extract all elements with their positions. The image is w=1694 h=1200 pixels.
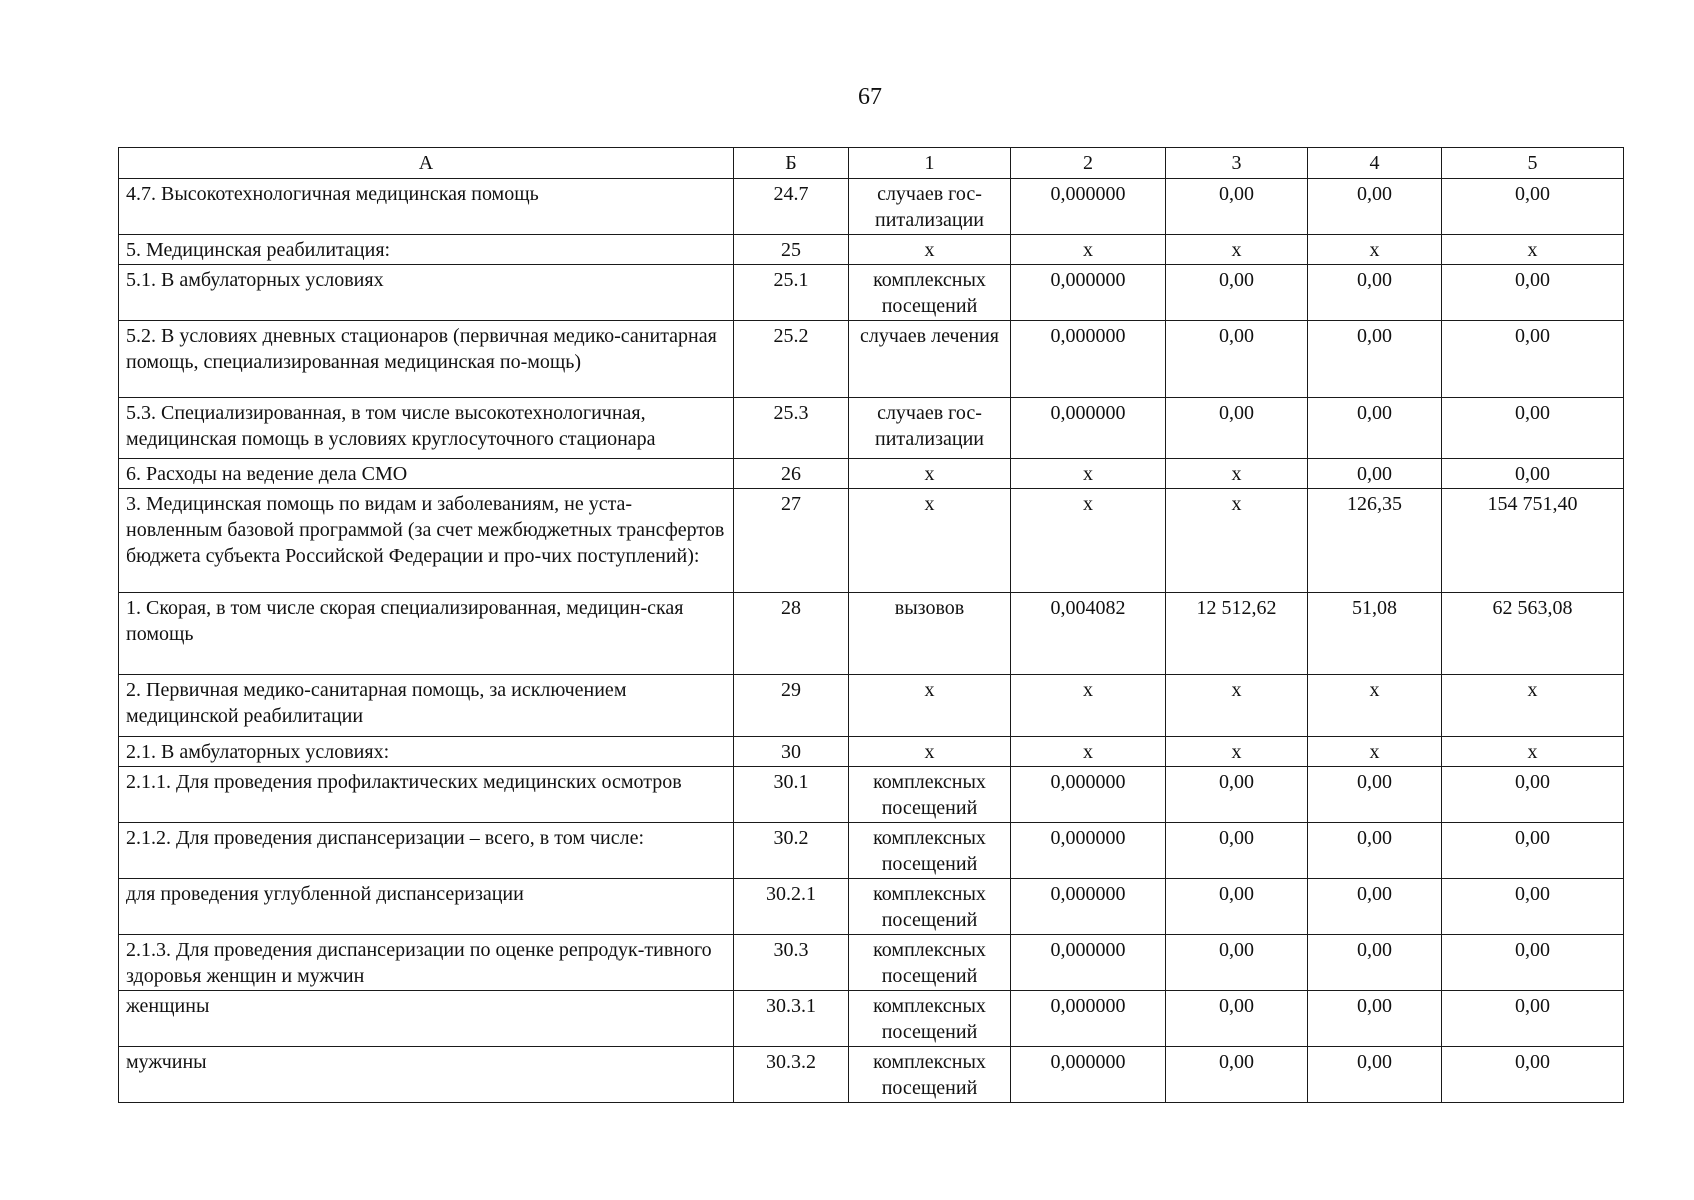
table-row xyxy=(119,235,1624,265)
row-value-cell: 0,004082 xyxy=(1011,593,1166,675)
table-header-row xyxy=(119,148,1624,179)
row-value-cell: х xyxy=(1442,737,1624,767)
row-value-cell: 0,00 xyxy=(1308,398,1442,459)
row-value-cell: 0,00 xyxy=(1166,321,1308,398)
row-unit-cell: комплексных посещений xyxy=(849,991,1011,1047)
row-value-cell: 0,00 xyxy=(1442,265,1624,321)
row-value-cell: 0,00 xyxy=(1308,823,1442,879)
row-name-cell: 5.2. В условиях дневных стационаров (первичная медико-санитарная помощь, специализированная медицинская по-мощь) xyxy=(119,321,734,398)
row-value-cell: 0,00 xyxy=(1308,265,1442,321)
row-value-cell: 0,00 xyxy=(1442,398,1624,459)
row-value-cell: 0,000000 xyxy=(1011,1047,1166,1103)
row-value-cell: 0,00 xyxy=(1442,459,1624,489)
row-code-cell: 26 xyxy=(734,459,849,489)
row-unit-cell: случаев гос-питализации xyxy=(849,398,1011,459)
row-name-cell: 2.1.2. Для проведения диспансеризации – всего, в том числе: xyxy=(119,823,734,879)
row-name-cell: 5.3. Специализированная, в том числе высокотехнологичная, медицинская помощь в условиях круглосуточного стационара xyxy=(119,398,734,459)
row-code-cell: 29 xyxy=(734,675,849,737)
table-row xyxy=(119,991,1624,1047)
row-value-cell: 0,000000 xyxy=(1011,179,1166,235)
table-row xyxy=(119,767,1624,823)
column-header: А xyxy=(119,148,734,179)
column-header: 2 xyxy=(1011,148,1166,179)
column-header: 3 xyxy=(1166,148,1308,179)
column-header: 5 xyxy=(1442,148,1624,179)
table-row xyxy=(119,737,1624,767)
row-value-cell: 0,00 xyxy=(1166,823,1308,879)
row-name-cell: 6. Расходы на ведение дела СМО xyxy=(119,459,734,489)
row-code-cell: 30.2 xyxy=(734,823,849,879)
row-name-cell: 4.7. Высокотехнологичная медицинская помощь xyxy=(119,179,734,235)
row-value-cell: 0,00 xyxy=(1166,935,1308,991)
row-name-cell: 2.1.3. Для проведения диспансеризации по оценке репродук-тивного здоровья женщин и мужчин xyxy=(119,935,734,991)
row-value-cell: 0,00 xyxy=(1308,879,1442,935)
row-code-cell: 25.1 xyxy=(734,265,849,321)
row-name-cell: 2.1.1. Для проведения профилактических медицинских осмотров xyxy=(119,767,734,823)
row-code-cell: 25.3 xyxy=(734,398,849,459)
row-unit-cell: комплексных посещений xyxy=(849,823,1011,879)
row-code-cell: 28 xyxy=(734,593,849,675)
column-header: 1 xyxy=(849,148,1011,179)
row-value-cell: 12 512,62 xyxy=(1166,593,1308,675)
row-code-cell: 30.3 xyxy=(734,935,849,991)
row-unit-cell: комплексных посещений xyxy=(849,1047,1011,1103)
row-name-cell: мужчины xyxy=(119,1047,734,1103)
row-name-cell: 2. Первичная медико-санитарная помощь, за исключением медицинской реабилитации xyxy=(119,675,734,737)
table-row xyxy=(119,593,1624,675)
row-name-cell: женщины xyxy=(119,991,734,1047)
row-value-cell: х xyxy=(1166,737,1308,767)
row-unit-cell: вызовов xyxy=(849,593,1011,675)
row-value-cell: 0,00 xyxy=(1442,991,1624,1047)
row-code-cell: 24.7 xyxy=(734,179,849,235)
table-row xyxy=(119,179,1624,235)
page-number: 67 xyxy=(858,84,882,110)
row-value-cell: 0,00 xyxy=(1442,823,1624,879)
row-value-cell: 0,00 xyxy=(1166,398,1308,459)
row-unit-cell: комплексных посещений xyxy=(849,265,1011,321)
row-name-cell: 3. Медицинская помощь по видам и заболеваниям, не уста-новленным базовой программой (за счет межбюджетных трансфертов бюджета субъекта Российской Федерации и про-чих поступлений): xyxy=(119,489,734,593)
row-value-cell: х xyxy=(1166,235,1308,265)
row-code-cell: 27 xyxy=(734,489,849,593)
row-value-cell: 0,000000 xyxy=(1011,823,1166,879)
table-row xyxy=(119,265,1624,321)
row-value-cell: 51,08 xyxy=(1308,593,1442,675)
row-value-cell: 0,00 xyxy=(1442,179,1624,235)
row-code-cell: 25.2 xyxy=(734,321,849,398)
table-row xyxy=(119,398,1624,459)
row-name-cell: 5. Медицинская реабилитация: xyxy=(119,235,734,265)
row-value-cell: 0,000000 xyxy=(1011,767,1166,823)
row-value-cell: х xyxy=(1442,235,1624,265)
row-value-cell: 0,00 xyxy=(1442,1047,1624,1103)
row-value-cell: 0,00 xyxy=(1308,459,1442,489)
row-value-cell: 0,00 xyxy=(1166,1047,1308,1103)
row-value-cell: 0,00 xyxy=(1308,991,1442,1047)
row-unit-cell: х xyxy=(849,737,1011,767)
row-value-cell: 0,00 xyxy=(1442,879,1624,935)
row-name-cell: 1. Скорая, в том числе скорая специализированная, медицин-ская помощь xyxy=(119,593,734,675)
row-value-cell: 0,00 xyxy=(1442,321,1624,398)
row-value-cell: х xyxy=(1011,489,1166,593)
row-unit-cell: комплексных посещений xyxy=(849,767,1011,823)
row-unit-cell: случаев гос-питализации xyxy=(849,179,1011,235)
row-unit-cell: комплексных посещений xyxy=(849,879,1011,935)
row-value-cell: 126,35 xyxy=(1308,489,1442,593)
column-header: 4 xyxy=(1308,148,1442,179)
table-row xyxy=(119,321,1624,398)
row-value-cell: 0,000000 xyxy=(1011,991,1166,1047)
table-row xyxy=(119,675,1624,737)
row-value-cell: 0,00 xyxy=(1166,179,1308,235)
table-row xyxy=(119,879,1624,935)
row-unit-cell: случаев лечения xyxy=(849,321,1011,398)
row-value-cell: х xyxy=(1308,737,1442,767)
table-row xyxy=(119,935,1624,991)
row-value-cell: х xyxy=(1011,459,1166,489)
row-unit-cell: х xyxy=(849,459,1011,489)
row-value-cell: 154 751,40 xyxy=(1442,489,1624,593)
row-value-cell: 62 563,08 xyxy=(1442,593,1624,675)
table-row xyxy=(119,459,1624,489)
row-value-cell: 0,00 xyxy=(1308,767,1442,823)
row-value-cell: х xyxy=(1011,737,1166,767)
row-value-cell: 0,00 xyxy=(1166,991,1308,1047)
row-code-cell: 30.2.1 xyxy=(734,879,849,935)
row-value-cell: 0,00 xyxy=(1442,767,1624,823)
row-value-cell: 0,00 xyxy=(1166,879,1308,935)
row-value-cell: х xyxy=(1308,235,1442,265)
row-value-cell: 0,000000 xyxy=(1011,879,1166,935)
row-value-cell: 0,00 xyxy=(1308,321,1442,398)
row-value-cell: х xyxy=(1166,489,1308,593)
row-code-cell: 25 xyxy=(734,235,849,265)
row-value-cell: 0,000000 xyxy=(1011,398,1166,459)
row-unit-cell: комплексных посещений xyxy=(849,935,1011,991)
data-table xyxy=(118,147,1624,1103)
row-name-cell: 2.1. В амбулаторных условиях: xyxy=(119,737,734,767)
row-unit-cell: х xyxy=(849,489,1011,593)
row-value-cell: х xyxy=(1011,235,1166,265)
row-value-cell: 0,000000 xyxy=(1011,935,1166,991)
row-code-cell: 30.3.1 xyxy=(734,991,849,1047)
row-value-cell: 0,00 xyxy=(1166,767,1308,823)
row-value-cell: 0,00 xyxy=(1442,935,1624,991)
row-value-cell: 0,00 xyxy=(1166,265,1308,321)
row-code-cell: 30 xyxy=(734,737,849,767)
row-value-cell: х xyxy=(1308,675,1442,737)
row-value-cell: х xyxy=(1166,459,1308,489)
table-row xyxy=(119,823,1624,879)
row-name-cell: 5.1. В амбулаторных условиях xyxy=(119,265,734,321)
row-name-cell: для проведения углубленной диспансеризации xyxy=(119,879,734,935)
row-value-cell: х xyxy=(1166,675,1308,737)
table-row xyxy=(119,1047,1624,1103)
column-header: Б xyxy=(734,148,849,179)
row-value-cell: х xyxy=(1011,675,1166,737)
table-row xyxy=(119,489,1624,593)
row-value-cell: 0,00 xyxy=(1308,1047,1442,1103)
row-value-cell: 0,000000 xyxy=(1011,265,1166,321)
row-value-cell: 0,00 xyxy=(1308,179,1442,235)
row-unit-cell: х xyxy=(849,235,1011,265)
row-unit-cell: х xyxy=(849,675,1011,737)
row-value-cell: 0,00 xyxy=(1308,935,1442,991)
row-value-cell: 0,000000 xyxy=(1011,321,1166,398)
row-value-cell: х xyxy=(1442,675,1624,737)
row-code-cell: 30.3.2 xyxy=(734,1047,849,1103)
row-code-cell: 30.1 xyxy=(734,767,849,823)
